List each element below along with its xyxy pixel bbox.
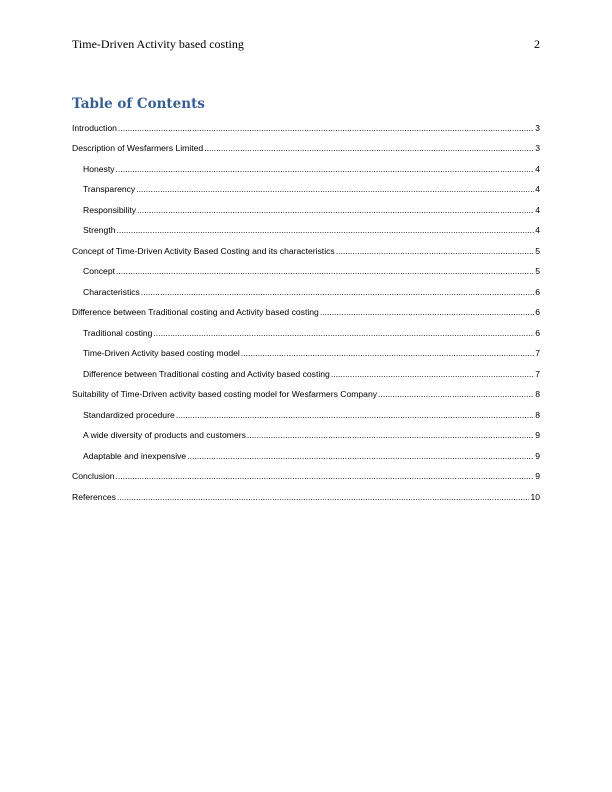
toc-entry-page-number[interactable]: 9 [535,430,540,440]
toc-entry[interactable] [72,113,540,134]
toc-entry-page-number[interactable]: 3 [535,143,540,153]
toc-entry-label[interactable]: Strength [83,225,116,235]
toc-entry-page-number[interactable]: 6 [535,286,540,297]
toc-entry-page-number[interactable]: 4 [535,163,540,174]
toc-entry[interactable] [72,421,540,442]
toc-entry[interactable] [72,216,540,237]
toc-entry-label[interactable]: Suitability of Time-Driven activity based costing model for Wesfarmers Company [72,389,378,399]
toc-dot-leader [176,409,534,421]
toc-entry-label[interactable]: Difference between Traditional costing and Activity based costing [83,368,330,379]
toc-entry-label[interactable]: Time-Driven Activity based costing model [83,348,240,358]
toc-entry[interactable] [72,339,540,360]
toc-entry-label[interactable]: Adaptable and inexpensive [83,450,187,461]
toc-entry-label[interactable]: Description of Wesfarmers Limited [72,143,204,153]
toc-dot-leader [241,347,534,359]
toc-entry[interactable] [72,318,540,339]
toc-entry[interactable] [72,257,540,278]
toc-entry-page-number[interactable]: 3 [535,122,540,133]
toc-entry[interactable] [72,462,540,483]
toc-entry-label[interactable]: Difference between Traditional costing and Activity based costing [72,307,319,317]
toc-entry[interactable] [72,154,540,175]
toc-entry-label[interactable]: Transparency [83,184,136,194]
toc-entry-page-number[interactable]: 7 [535,348,540,358]
toc-dot-leader [187,450,534,462]
toc-dot-leader [116,470,535,482]
toc-entry[interactable] [72,380,540,401]
toc-dot-leader [378,388,534,400]
toc-entry-page-number[interactable]: 9 [535,471,540,481]
toc-entry[interactable] [72,134,540,155]
toc-entry-page-number[interactable]: 5 [535,266,540,276]
toc-dot-leader [117,491,529,503]
toc-dot-leader [336,245,535,257]
toc-entry-label[interactable]: Traditional costing [83,327,153,338]
toc-entry-label[interactable]: Concept of Time-Driven Activity Based Costing and its characteristics [72,245,335,256]
toc-entry[interactable] [72,482,540,503]
toc-entry-label[interactable]: Concept [83,266,116,276]
toc-entry-page-number[interactable]: 6 [535,327,540,338]
toc-entry-label[interactable]: References [72,491,116,502]
toc-entry[interactable] [72,195,540,216]
toc-dot-leader [117,224,535,236]
toc-entry-label[interactable]: Responsibility [83,204,137,215]
toc-dot-leader [118,122,534,134]
toc-entry-label[interactable]: Introduction [72,122,117,133]
toc-entry[interactable] [72,400,540,421]
toc-entry-page-number[interactable]: 9 [535,450,540,461]
toc-entry-page-number[interactable]: 8 [535,389,540,399]
toc-entry-page-number[interactable]: 4 [535,225,540,235]
toc-entry-label[interactable]: Standardized procedure [83,409,175,420]
toc-entry[interactable] [72,175,540,196]
toc-entry-page-number[interactable]: 4 [535,184,540,194]
toc-dot-leader [153,327,534,339]
table-of-contents [72,113,540,503]
toc-entry-page-number[interactable]: 5 [535,245,540,256]
toc-dot-leader [136,183,534,195]
toc-dot-leader [331,368,534,380]
page-number: 2 [534,37,540,51]
toc-entry[interactable] [72,441,540,462]
toc-entry-label[interactable]: A wide diversity of products and customers [83,430,246,440]
page-header [72,36,540,52]
toc-entry[interactable] [72,236,540,257]
running-head-title: Time-Driven Activity based costing [72,37,244,51]
toc-entry-page-number[interactable]: 8 [535,409,540,420]
toc-entry-label[interactable]: Honesty [83,163,115,174]
toc-entry-page-number[interactable]: 4 [535,204,540,215]
toc-entry-label[interactable]: Characteristics [83,286,140,297]
toc-entry-page-number[interactable]: 10 [530,491,540,502]
toc-entry-label[interactable]: Conclusion [72,471,115,481]
toc-dot-leader [116,163,535,175]
toc-entry-page-number[interactable]: 7 [535,368,540,379]
toc-dot-leader [204,142,534,154]
toc-dot-leader [320,306,534,318]
toc-entry[interactable] [72,359,540,380]
toc-entry[interactable] [72,298,540,319]
toc-dot-leader [116,265,534,277]
toc-dot-leader [137,204,534,216]
toc-dot-leader [247,429,534,441]
toc-dot-leader [141,286,534,298]
toc-entry-page-number[interactable]: 6 [535,307,540,317]
toc-entry[interactable] [72,277,540,298]
toc-heading: Table of Contents [72,96,205,112]
